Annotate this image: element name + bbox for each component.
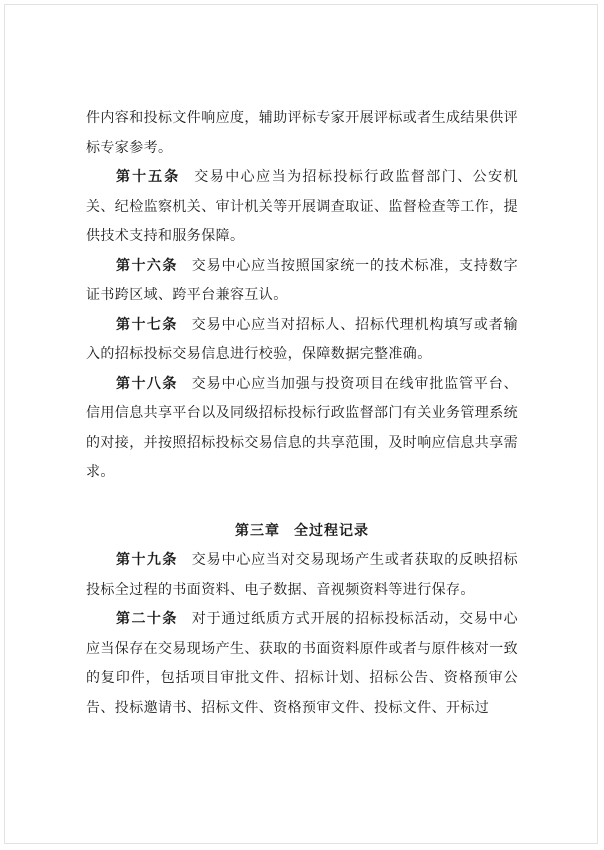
article-text: 交易中心应当加强与投资项目在线审批监管平台、信用信息共享平台以及同级招标投标行政监督部门有关业务管理系统的对接，并按照招标投标交易信息的共享范围，及时响应信息共享需求。: [86, 375, 518, 480]
article-text: 交易中心应当对交易现场产生或者获取的反映招标投标全过程的书面资料、电子数据、音视频资料等进行保存。: [86, 552, 518, 598]
article-text: 交易中心应当为招标投标行政监督部门、公安机关、纪检监察机关、审计机关等开展调查取证、监督检查等工作，提供技术支持和服务保障。: [86, 169, 518, 244]
article-15: [86, 163, 518, 252]
chapter-spacer: [86, 488, 518, 517]
chapter-heading: [86, 517, 518, 547]
article-text: 对于通过纸质方式开展的招标投标活动，交易中心应当保存在交易现场产生、获取的书面资料原件或者与原件核对一致的复印件，包括项目审批文件、招标计划、招标公告、资格预审公告、投标邀请书、招标文件、资格预审文件、投标文件、开标过: [86, 611, 518, 716]
article-number: 第十九条: [116, 552, 178, 568]
article-17: [86, 311, 518, 370]
article-16: [86, 252, 518, 311]
document-body: [86, 104, 518, 723]
chapter-title-text: 全过程记录: [294, 522, 369, 539]
article-number: 第二十条: [116, 611, 178, 627]
article-number: 第十五条: [116, 169, 181, 185]
article-18: [86, 370, 518, 488]
continuation-paragraph: 件内容和投标文件响应度，辅助评标专家开展评标或者生成结果供评标专家参考。: [86, 110, 518, 156]
article-text: 交易中心应当按照国家统一的技术标准，支持数字证书跨区域、跨平台兼容互认。: [86, 257, 518, 303]
chapter-number: 第三章: [235, 522, 280, 539]
article-number: 第十六条: [116, 257, 178, 274]
article-number: 第十七条: [116, 316, 178, 333]
article-20: [86, 605, 518, 723]
article-19: [86, 546, 518, 605]
article-number: 第十八条: [116, 375, 178, 392]
article-text: 交易中心应当对招标人、招标代理机构填写或者输入的招标投标交易信息进行校验，保障数据完整准确。: [86, 316, 518, 362]
